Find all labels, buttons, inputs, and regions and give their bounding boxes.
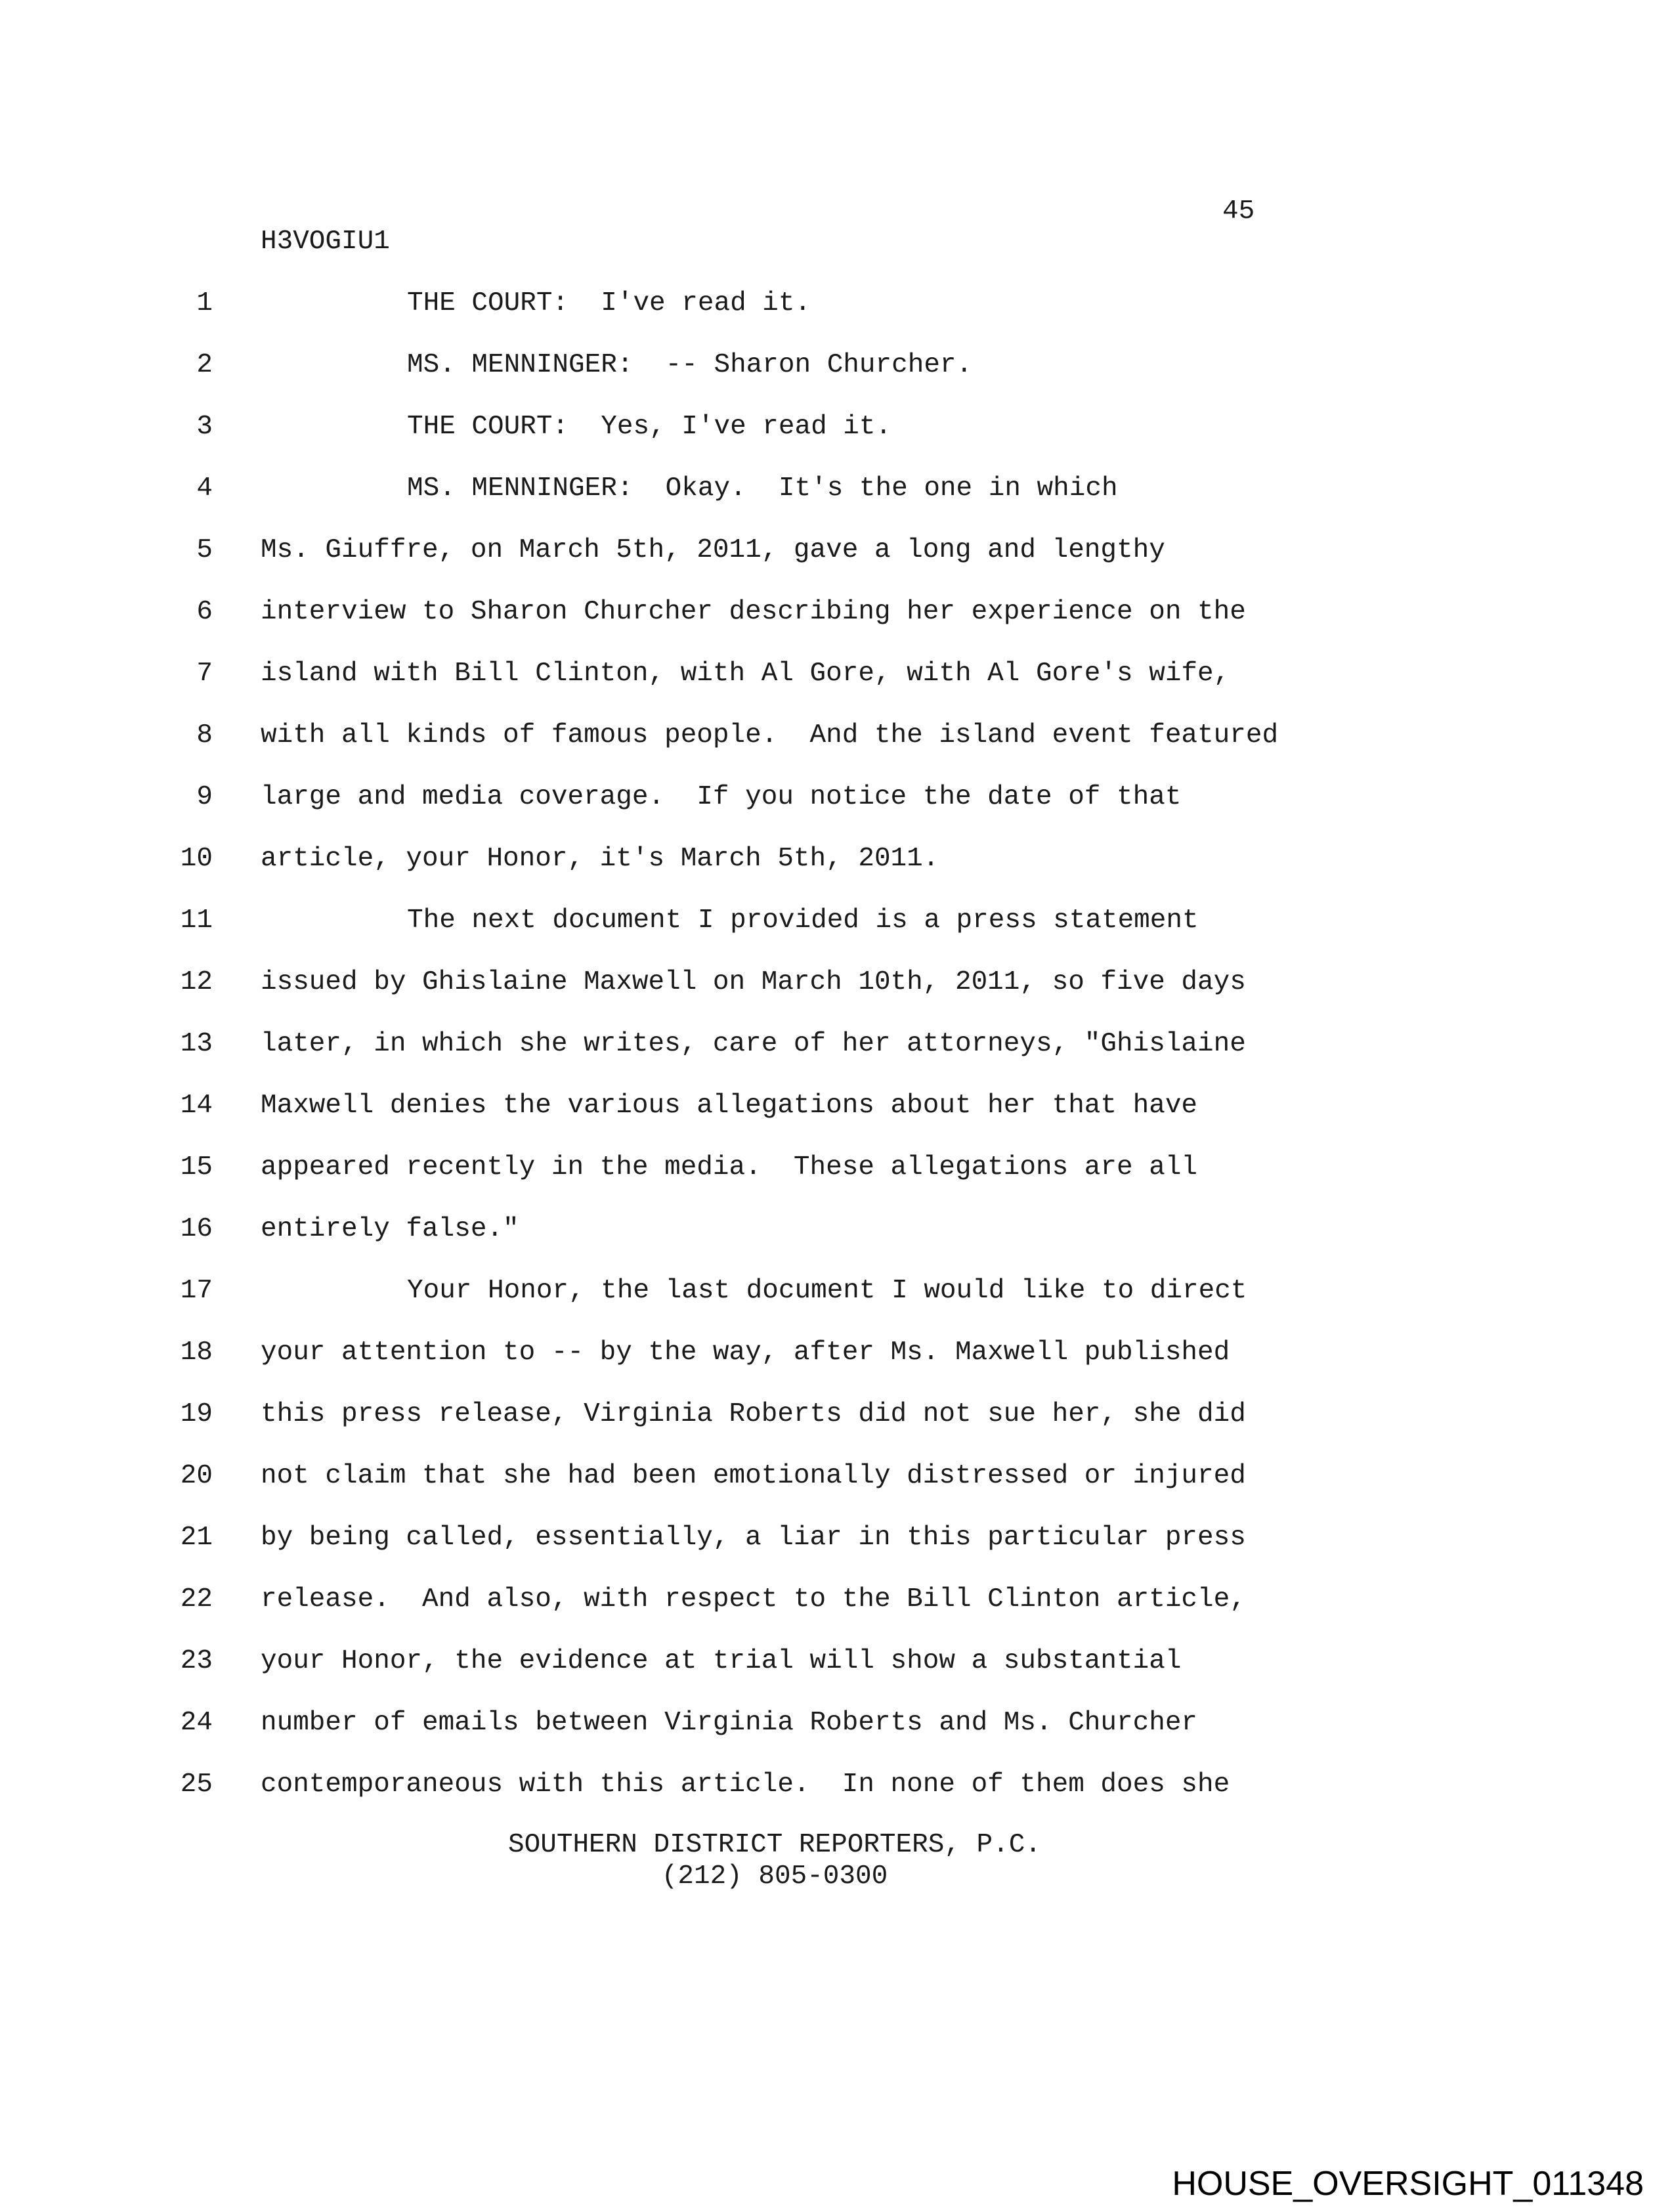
line-number: 18	[180, 1337, 213, 1368]
line-number: 25	[180, 1769, 213, 1800]
line-text: number of emails between Virginia Roberts and Ms. Churcher	[261, 1708, 1198, 1738]
line-number: 22	[180, 1584, 213, 1615]
line-text: contemporaneous with this article. In none of them does she	[261, 1769, 1230, 1800]
line-number: 24	[180, 1708, 213, 1738]
line-number: 21	[180, 1523, 213, 1553]
line-number: 11	[180, 905, 213, 936]
line-number: 14	[180, 1091, 213, 1121]
transcript-line	[0, 1028, 1674, 1090]
page-number: 45	[1222, 196, 1255, 227]
transcript-line	[0, 288, 1674, 349]
transcript-line	[0, 1399, 1674, 1460]
transcript-line	[0, 1337, 1674, 1399]
line-number: 13	[180, 1029, 213, 1059]
transcript-line	[0, 534, 1674, 596]
transcript-line	[0, 905, 1674, 966]
case-id: H3VOGIU1	[261, 227, 390, 257]
transcript-line	[0, 1645, 1674, 1707]
line-text: not claim that she had been emotionally distressed or injured	[261, 1461, 1246, 1491]
line-text: release. And also, with respect to the Bill Clinton article,	[261, 1584, 1246, 1615]
line-text: Your Honor, the last document I would like to direct	[407, 1276, 1247, 1306]
transcript-line	[0, 411, 1674, 473]
line-number: 4	[196, 473, 213, 504]
transcript-line	[0, 1090, 1674, 1152]
transcript-line	[0, 966, 1674, 1028]
line-text: MS. MENNINGER: -- Sharon Churcher.	[407, 350, 973, 380]
line-text: MS. MENNINGER: Okay. It's the one in which	[407, 473, 1118, 504]
line-number: 7	[196, 659, 213, 689]
transcript-line	[0, 1275, 1674, 1337]
transcript-line	[0, 1152, 1674, 1213]
line-number: 19	[180, 1399, 213, 1429]
line-text: later, in which she writes, care of her attorneys, "Ghislaine	[261, 1029, 1246, 1059]
line-number: 9	[196, 782, 213, 812]
transcript-line	[0, 1707, 1674, 1769]
transcript-line	[0, 843, 1674, 905]
line-text: Ms. Giuffre, on March 5th, 2011, gave a long and lengthy	[261, 535, 1165, 565]
line-text: island with Bill Clinton, with Al Gore, with Al Gore's wife,	[261, 659, 1230, 689]
line-text: Maxwell denies the various allegations about her that have	[261, 1091, 1198, 1121]
line-number: 20	[180, 1461, 213, 1491]
line-text: entirely false."	[261, 1214, 519, 1244]
line-number: 23	[180, 1646, 213, 1676]
line-text: THE COURT: Yes, I've read it.	[407, 412, 892, 442]
line-text: issued by Ghislaine Maxwell on March 10th, 2011, so five days	[261, 967, 1246, 997]
line-text: with all kinds of famous people. And the island event featured	[261, 720, 1279, 750]
line-text: appeared recently in the media. These allegations are all	[261, 1152, 1198, 1182]
transcript-body	[0, 288, 1674, 1831]
transcript-line	[0, 1460, 1674, 1522]
transcript-line	[0, 349, 1674, 411]
line-number: 2	[196, 350, 213, 380]
line-text: THE COURT: I've read it.	[407, 288, 811, 318]
line-text: this press release, Virginia Roberts did not sue her, she did	[261, 1399, 1246, 1429]
transcript-line	[0, 473, 1674, 534]
transcript-line	[0, 1213, 1674, 1275]
line-text: your Honor, the evidence at trial will show a substantial	[261, 1646, 1182, 1676]
line-text: interview to Sharon Churcher describing her experience on the	[261, 597, 1246, 627]
bates-number: HOUSE_OVERSIGHT_011348	[1172, 2165, 1644, 2203]
line-number: 5	[196, 535, 213, 565]
line-text: large and media coverage. If you notice the date of that	[261, 782, 1182, 812]
transcript-line	[0, 720, 1674, 781]
transcript-line	[0, 1584, 1674, 1645]
footer-reporter-phone: (212) 805-0300	[661, 1861, 888, 1892]
line-number: 8	[196, 720, 213, 750]
transcript-line	[0, 596, 1674, 658]
line-number: 12	[180, 967, 213, 997]
line-number: 10	[180, 844, 213, 874]
line-number: 3	[196, 412, 213, 442]
line-number: 1	[196, 288, 213, 318]
line-number: 6	[196, 597, 213, 627]
transcript-line	[0, 781, 1674, 843]
transcript-line	[0, 1769, 1674, 1831]
line-text: your attention to -- by the way, after Ms. Maxwell published	[261, 1337, 1230, 1368]
line-text: The next document I provided is a press statement	[407, 905, 1199, 936]
line-text: article, your Honor, it's March 5th, 2011.	[261, 844, 939, 874]
transcript-line	[0, 658, 1674, 720]
line-text: by being called, essentially, a liar in this particular press	[261, 1523, 1246, 1553]
transcript-line	[0, 1522, 1674, 1584]
line-number: 17	[180, 1276, 213, 1306]
line-number: 16	[180, 1214, 213, 1244]
line-number: 15	[180, 1152, 213, 1182]
footer-reporter-name: SOUTHERN DISTRICT REPORTERS, P.C.	[508, 1830, 1041, 1860]
